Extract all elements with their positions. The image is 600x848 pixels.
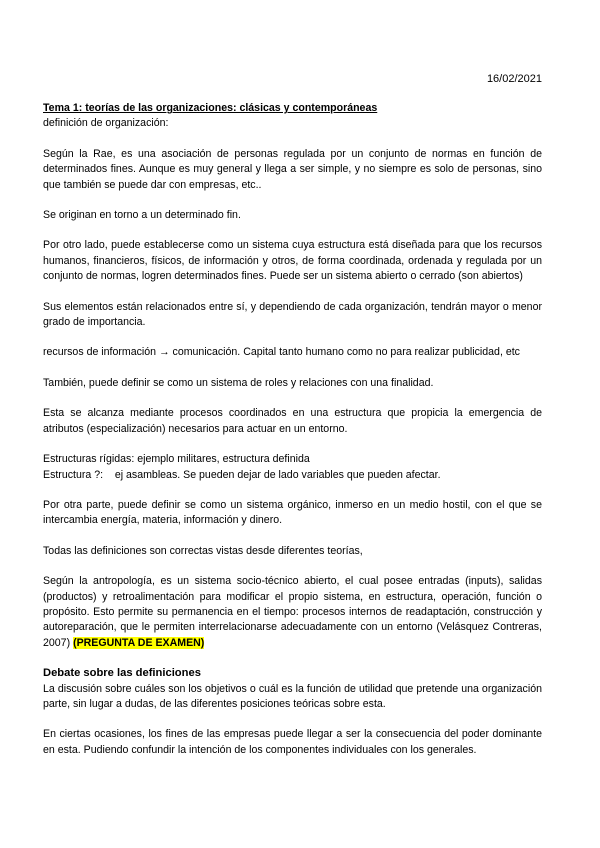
- document-subtitle: definición de organización:: [43, 117, 169, 130]
- paragraph: También, puede definir se como un sistema de roles y relaciones con una finalidad.: [43, 376, 434, 389]
- paragraph: Esta se alcanza mediante procesos coordinados en una estructura que propicia la emergencia de atributos (especialización) necesarios para actuar en un entorno.: [43, 407, 542, 435]
- paragraph-text: Según la antropología, es un sistema socio-técnico abierto, el cual posee entradas (inputs), salidas (productos) y retroalimentación para modificar el propio sistema, en estructura, operación, función o propósito. Esto permite su permanencia en el tiempo: procesos internos de readaptación, construcción y autoreparación, que le permiten interrelacionarse adecuadamente con un entorno (Velásquez Contreras, 2007): [43, 575, 542, 649]
- document-date: 16/02/2021: [486, 73, 542, 85]
- paragraph: recursos de información → comunicación. Capital tanto humano como no para realizar publicidad, etc: [43, 346, 520, 359]
- exam-question-highlight: (PREGUNTA DE EXAMEN): [73, 636, 205, 649]
- paragraph: La discusión sobre cuáles son los objetivos o cuál es la función de utilidad que pretende una organización parte, sin lugar a dudas, de las diferentes posiciones teóricas sobre esta.: [43, 682, 542, 710]
- paragraph: [43, 574, 542, 651]
- section-heading: Debate sobre las definiciones: [43, 667, 201, 680]
- paragraph: Por otro lado, puede establecerse como un sistema cuya estructura está diseñada para que los recursos humanos, financieros, físicos, de información y otros, de forma coordinada, ordenada y regulada por un conjunto de normas, logren determinados fines. Puede ser un sistema abierto o cerrado (son abiertos): [43, 239, 542, 283]
- paragraph: Se originan en torno a un determinado fin.: [43, 209, 241, 222]
- paragraph: Estructura ?: ej asambleas. Se pueden dejar de lado variables que pueden afectar.: [43, 468, 441, 481]
- paragraph: Estructuras rígidas: ejemplo militares, estructura definida: [43, 453, 310, 466]
- paragraph: Por otra parte, puede definir se como un sistema orgánico, inmerso en un medio hostil, con el que se intercambia energía, materia, información y dinero.: [43, 498, 542, 527]
- paragraph: Sus elementos están relacionados entre sí, y dependiendo de cada organización, tendrán mayor o menor grado de importancia.: [43, 300, 542, 329]
- document-title: Tema 1: teorías de las organizaciones: clásicas y contemporáneas: [43, 102, 378, 114]
- paragraph: Según la Rae, es una asociación de personas regulada por un conjunto de normas en función de determinados fines. Aunque es muy general y llega a ser simple, y no siempre es solo de personas, sino que también se puede dar con empresas, etc..: [43, 147, 542, 191]
- paragraph: Todas las definiciones son correctas vistas desde diferentes teorías,: [43, 544, 363, 557]
- document-body: [43, 101, 542, 758]
- paragraph: En ciertas ocasiones, los fines de las empresas puede llegar a ser la consecuencia del poder dominante en esta. Pudiendo confundir la intención de los componentes individuales con los generales.: [43, 728, 542, 756]
